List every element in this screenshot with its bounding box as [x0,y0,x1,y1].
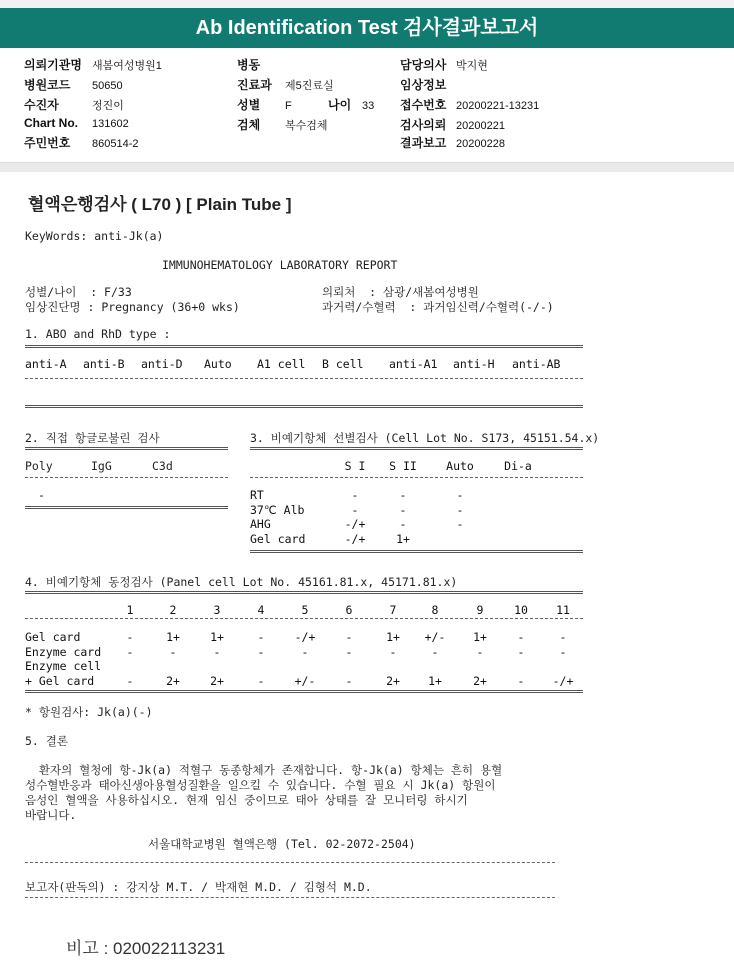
antigen-test-line: * 항원검사: Jk(a)(-) [25,705,153,719]
panel-col-header: 4 [257,603,265,617]
panel-col-header: 8 [431,603,439,617]
panel-rule-bottom [25,690,583,693]
panel-cell: - [257,645,265,659]
dat-col-c3d: C3d [152,459,173,473]
panel-col-header: 11 [556,603,570,617]
diagnosis-line: 임상진단명 : Pregnancy (36+0 wks) [25,300,240,314]
panel-col-header: 2 [169,603,177,617]
screen-col-header: Auto [446,459,474,473]
panel-cell: - [301,645,309,659]
panel-cell: 1+ [166,630,180,644]
bloodbank-line: 서울대학교병원 혈액은행 (Tel. 02-2072-2504) [148,837,416,851]
panel-cell: - [431,645,439,659]
panel-cell: 2+ [210,674,224,688]
screen-cell: - [399,488,407,502]
panel-rule-mid [25,618,583,619]
section-screen-heading: 3. 비예기항체 선별검사 (Cell Lot No. S173, 45151.54.x) [250,431,600,445]
screen-cell: -/+ [344,517,366,531]
abo-rule-bottom [25,405,583,408]
panel-cell: - [559,630,567,644]
sex-row: 성별 F [237,98,292,112]
screen-cell: 1+ [396,532,410,546]
screen-rule-mid [250,477,583,478]
report-date-row: 결과보고 20200228 [400,136,505,150]
sex-age-line: 성별/나이 : F/33 [25,285,132,299]
dat-rule-mid [25,477,228,478]
clinical-info-row: 임상정보 [400,78,447,92]
screen-col-header: S II [389,459,417,473]
panel-cell: - [257,630,265,644]
lab-report-body [0,172,734,973]
screen-rule-top [250,447,583,450]
dat-col-igg: IgG [91,459,112,473]
panel-row-label: + Gel card [25,674,95,688]
panel-col-header: 9 [476,603,484,617]
panel-col-header: 10 [514,603,528,617]
screen-cell: - [351,503,359,517]
screen-row-label: AHG [250,517,271,531]
report-banner-title: Ab Identification Test 검사결과보고서 [0,8,734,48]
rrn-row: 주민번호 860514-2 [24,136,139,150]
section-panel-heading: 4. 비예기항체 동정검사 (Panel cell Lot No. 45161.81.x, 45171.81.x) [25,575,458,589]
abo-rule-mid [25,378,583,379]
screen-cell: - [351,488,359,502]
screen-rule-bottom [250,550,583,553]
section-abo-heading: 1. ABO and RhD type : [25,327,171,341]
abo-col-header: anti-B [83,357,125,371]
conclusion-line-1: 환자의 혈청에 항-Jk(a) 적혈구 동종항체가 존재합니다. 항-Jk(a) 항체는 흔히 용혈 [25,763,503,777]
panel-cell: - [517,645,525,659]
keywords: KeyWords: anti-Jk(a) [25,229,164,243]
panel-cell: 1+ [386,630,400,644]
hospital-code-row: 병원코드 50650 [24,78,123,92]
panel-cell: - [169,645,177,659]
screen-cell: - [399,517,407,531]
panel-col-header: 3 [213,603,221,617]
panel-row-label: Enzyme card [25,645,102,659]
screen-cell: - [456,488,464,502]
panel-cell: -/+ [294,630,316,644]
panel-cell: - [345,674,353,688]
screen-cell: - [456,517,464,531]
panel-cell: - [126,630,134,644]
panel-cell: 1+ [473,630,487,644]
screen-cell: -/+ [344,532,366,546]
panel-col-header: 6 [345,603,353,617]
screen-cell: - [456,503,464,517]
header-info-panel [0,48,734,162]
receipt-no-row: 접수번호 20200221-13231 [400,98,540,112]
panel-cell: 2+ [166,674,180,688]
conclusion-line-4: 바랍니다. [25,808,77,822]
remark-note: 비고 : 020022113231 [66,939,226,958]
chart-no-row: Chart No. 131602 [24,116,129,130]
abo-col-header: anti-AB [512,357,561,371]
dat-col-poly: Poly [25,459,53,473]
dat-rule-top [25,447,228,450]
panel-cell: - [257,674,265,688]
doctor-row: 담당의사 박지현 [400,58,488,72]
panel-cell: - [559,645,567,659]
panel-cell: 1+ [210,630,224,644]
abo-col-header: Auto [204,357,232,371]
panel-cell: - [345,645,353,659]
screen-col-header: Di-a [504,459,532,473]
conclusion-line-3: 음성인 혈액을 사용하십시오. 현재 임신 중이므로 태아 상태를 잘 모니터링 하시기 [25,793,468,807]
age-row: 나이 33 [328,98,375,112]
screen-cell: - [399,503,407,517]
history-line: 과거력/수혈력 : 과거임신력/수혈력(-/-) [322,300,554,314]
panel-cell: - [389,645,397,659]
abo-rule-top [25,345,583,348]
panel-rule-top [25,591,583,594]
panel-cell: -/+ [552,674,574,688]
dept-row: 진료과 제5진료실 [237,78,334,92]
section-dat-heading: 2. 직접 항글로불린 검사 [25,431,160,445]
signature-rule-bottom [25,897,555,898]
panel-cell: - [517,630,525,644]
panel-cell: - [345,630,353,644]
lab-report-heading: IMMUNOHEMATOLOGY LABORATORY REPORT [162,258,398,272]
panel-col-header: 1 [126,603,134,617]
screen-row-label: RT [250,488,264,502]
ward-row: 병동 [237,58,261,72]
panel-cell: - [213,645,221,659]
requesting-org-row: 의뢰기관명 새봄여성병원1 [24,58,162,72]
screen-row-label: Gel card [250,532,306,546]
panel-col-header: 5 [301,603,309,617]
referrer-line: 의뢰처 : 삼광/새봄여성병원 [322,285,479,299]
panel-cell: 1+ [428,674,442,688]
dat-result: - [38,488,45,502]
request-date-row: 검사의뢰 20200221 [400,118,505,132]
panel-cell: - [126,674,134,688]
panel-col-header: 7 [389,603,397,617]
signature-rule-top [25,862,555,863]
reporters-line: 보고자(판독의) : 강지상 M.T. / 박재현 M.D. / 김형석 M.D. [25,880,372,894]
conclusion-line-2: 성수혈반응과 태아신생아용혈성질환을 일으킬 수 있습니다. 수혈 필요 시 Jk(a) 항원이 [25,778,496,792]
abo-col-header: anti-A1 [389,357,438,371]
screen-col-header: S I [344,459,366,473]
patient-row: 수진자 정진이 [24,98,124,112]
panel-cell: +/- [424,630,446,644]
abo-col-header: anti-H [453,357,495,371]
panel-cell: - [126,645,134,659]
panel-cell: 2+ [473,674,487,688]
panel-cell: +/- [294,674,316,688]
dat-rule-bottom [25,506,228,509]
report-title: 혈액은행검사 ( L70 ) [ Plain Tube ] [28,195,292,214]
abo-col-header: A1 cell [257,357,306,371]
screen-row-label: 37℃ Alb [250,503,305,517]
abo-col-header: anti-A [25,357,67,371]
panel-row-label: Enzyme cell [25,659,102,673]
panel-cell: - [517,674,525,688]
section-conclusion-heading: 5. 결론 [25,734,68,748]
specimen-row: 검체 복수검체 [237,118,328,132]
panel-row-label: Gel card [25,630,81,644]
abo-col-header: anti-D [141,357,183,371]
abo-col-header: B cell [322,357,364,371]
panel-cell: - [476,645,484,659]
panel-cell: 2+ [386,674,400,688]
